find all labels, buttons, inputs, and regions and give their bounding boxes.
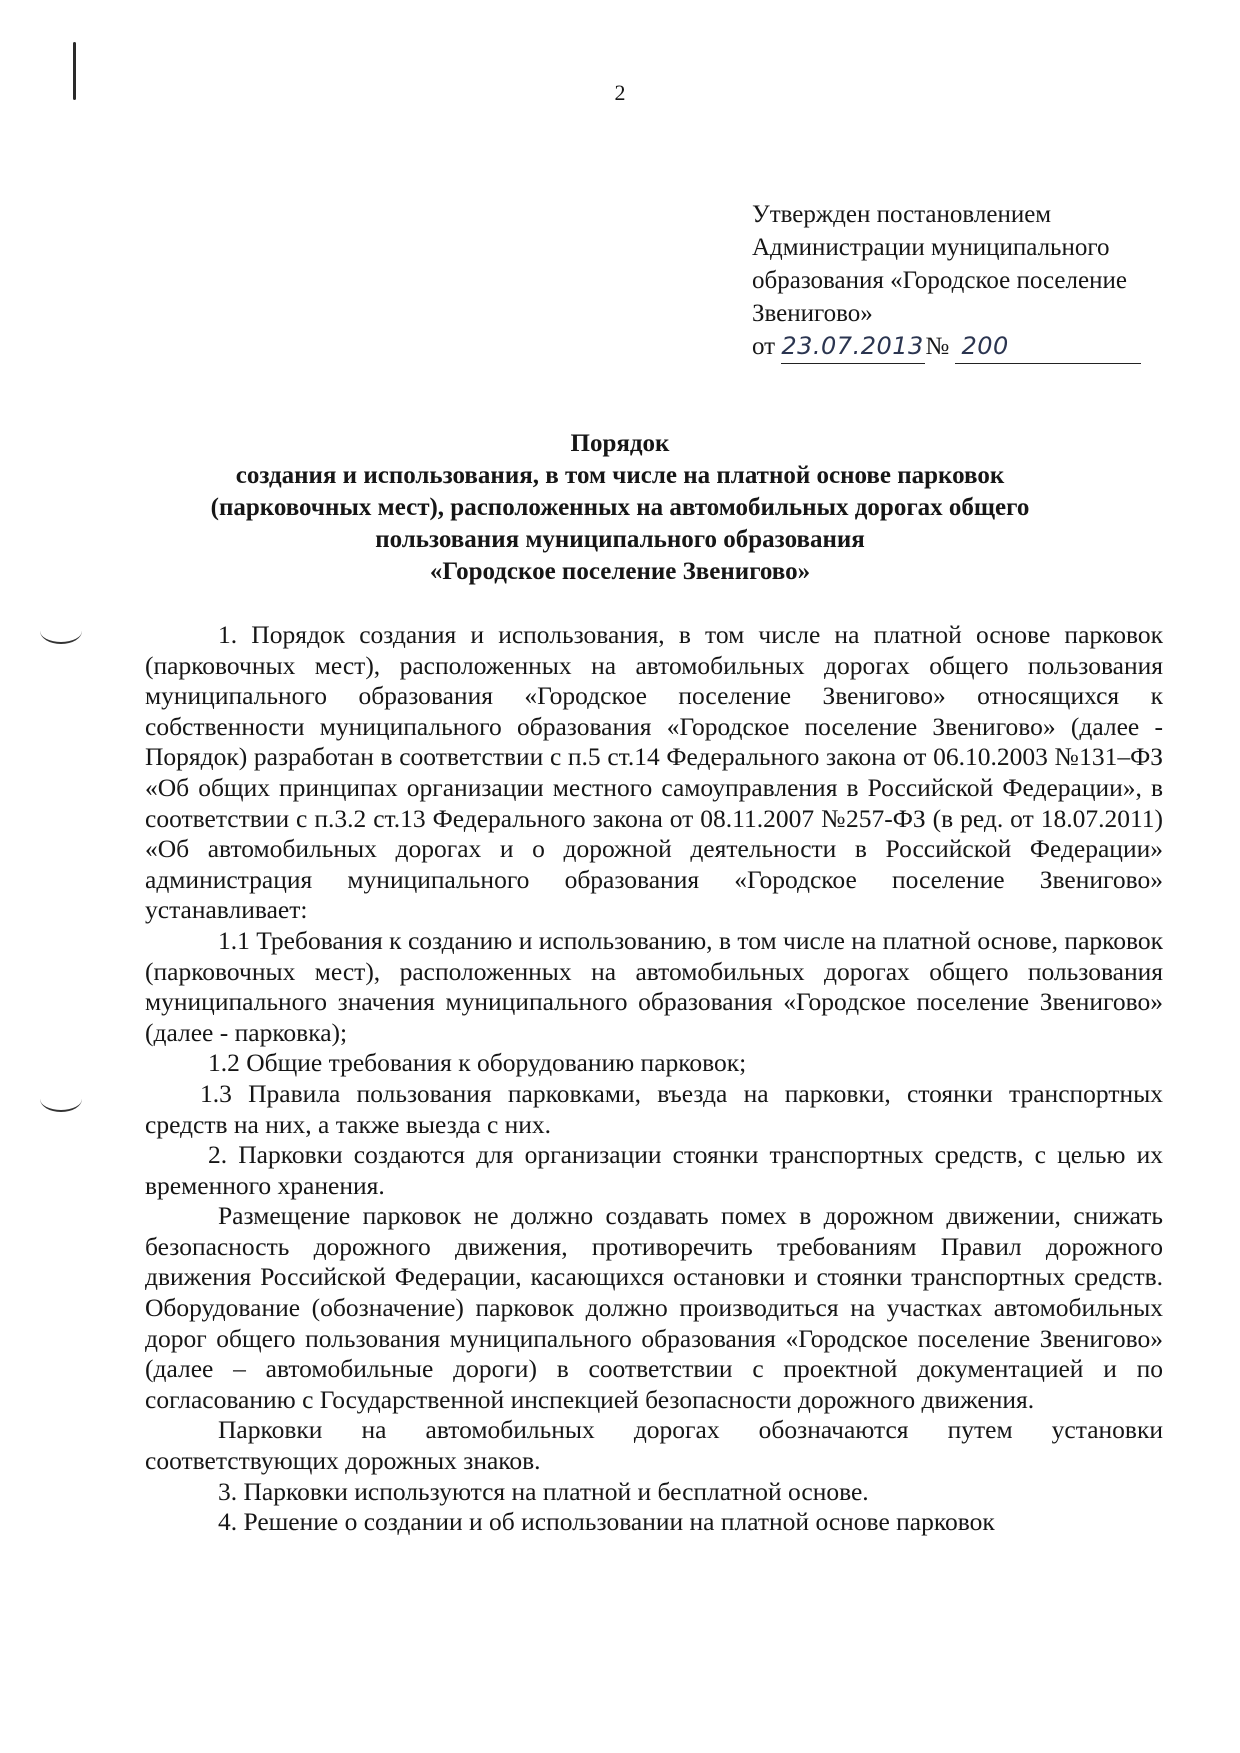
document-body xyxy=(145,620,1163,1538)
handwritten-date: 23.07.2013 xyxy=(781,330,925,364)
title-line: «Городское поселение Звенигово» xyxy=(429,558,811,585)
paragraph-2: 2. Парковки создаются для организации стоянки транспортных средств, с целью их временного хранения. xyxy=(145,1140,1163,1200)
from-label: от xyxy=(752,333,776,360)
title-line: Порядок xyxy=(570,430,670,457)
handwritten-number: 200 xyxy=(955,330,1141,364)
binder-hole-mark xyxy=(40,618,82,644)
title-line: создания и использования, в том числе на платной основе парковок xyxy=(235,462,1005,489)
approval-date-number-line xyxy=(752,330,1172,364)
paragraph-2-signs: Парковки на автомобильных дорогах обозначаются путем установки соответствующих дорожных знаков. xyxy=(145,1415,1163,1476)
document-title xyxy=(140,428,1100,588)
binder-hole-mark xyxy=(40,1086,82,1112)
approval-line: Утвержден постановлением xyxy=(752,201,1052,228)
paragraph-4: 4. Решение о создании и об использовании на платной основе парковок xyxy=(218,1507,995,1537)
approval-line: Администрации муниципального xyxy=(752,234,1110,261)
approval-line: образования «Городское поселение xyxy=(752,267,1127,294)
paragraph-3: 3. Парковки используются на платной и бесплатной основе. xyxy=(218,1476,869,1506)
number-label: № xyxy=(925,333,950,360)
title-line: (парковочных мест), расположенных на автомобильных дорогах общего xyxy=(210,494,1030,521)
paragraph-1: 1. Порядок создания и использования, в том числе на платной основе парковок (парковочных мест), расположенных на автомобильных дорогах общего пользования муниципального образования «Городское поселение Звенигово» относящихся к собственности муниципального образования «Городское поселение Звенигово» (далее - Порядок) разработан в соответствии с п.5 ст.14 Федерального закона от 06.10.2003 №131–ФЗ «Об общих принципах организации местного самоуправления в Российской Федерации», в соответствии с п.3.2 ст.13 Федерального закона от 08.11.2007 №257-ФЗ (в ред. от 18.07.2011) «Об автомобильных дорогах и о дорожной деятельности в Российской Федерации» администрация муниципального образования «Городское поселение Звенигово» устанавливает: xyxy=(145,620,1163,925)
approval-stamp-block xyxy=(752,198,1172,364)
page-number: 2 xyxy=(614,80,626,105)
paragraph-2-placement: Размещение парковок не должно создавать помех в дорожном движении, снижать безопасность дорожного движения, противоречить требованиям Правил дорожного движения Российской Федерации, касающихся остановки и стоянки транспортных средств. Оборудование (обозначение) парковок должно производиться на участках автомобильных дорог общего пользования муниципального образования «Городское поселение Звенигово» (далее – автомобильные дороги) в соответствии с проектной документацией и по согласованию с Государственной инспекцией безопасности дорожного движения. xyxy=(145,1201,1163,1414)
approval-line: Звенигово» xyxy=(752,300,873,327)
paragraph-1-2: 1.2 Общие требования к оборудованию парковок; xyxy=(208,1048,747,1078)
paragraph-1-3: 1.3 Правила пользования парковками, въезда на парковки, стоянки транспортных средств на них, а также выезда с них. xyxy=(145,1078,1163,1139)
title-line: пользования муниципального образования xyxy=(375,526,865,553)
paragraph-1-1: 1.1 Требования к созданию и использованию, в том числе на платной основе, парковок (парковочных мест), расположенных на автомобильных дорогах общего пользования муниципального значения муниципального образования «Городское поселение Звенигово» (далее - парковка); xyxy=(145,925,1163,1047)
